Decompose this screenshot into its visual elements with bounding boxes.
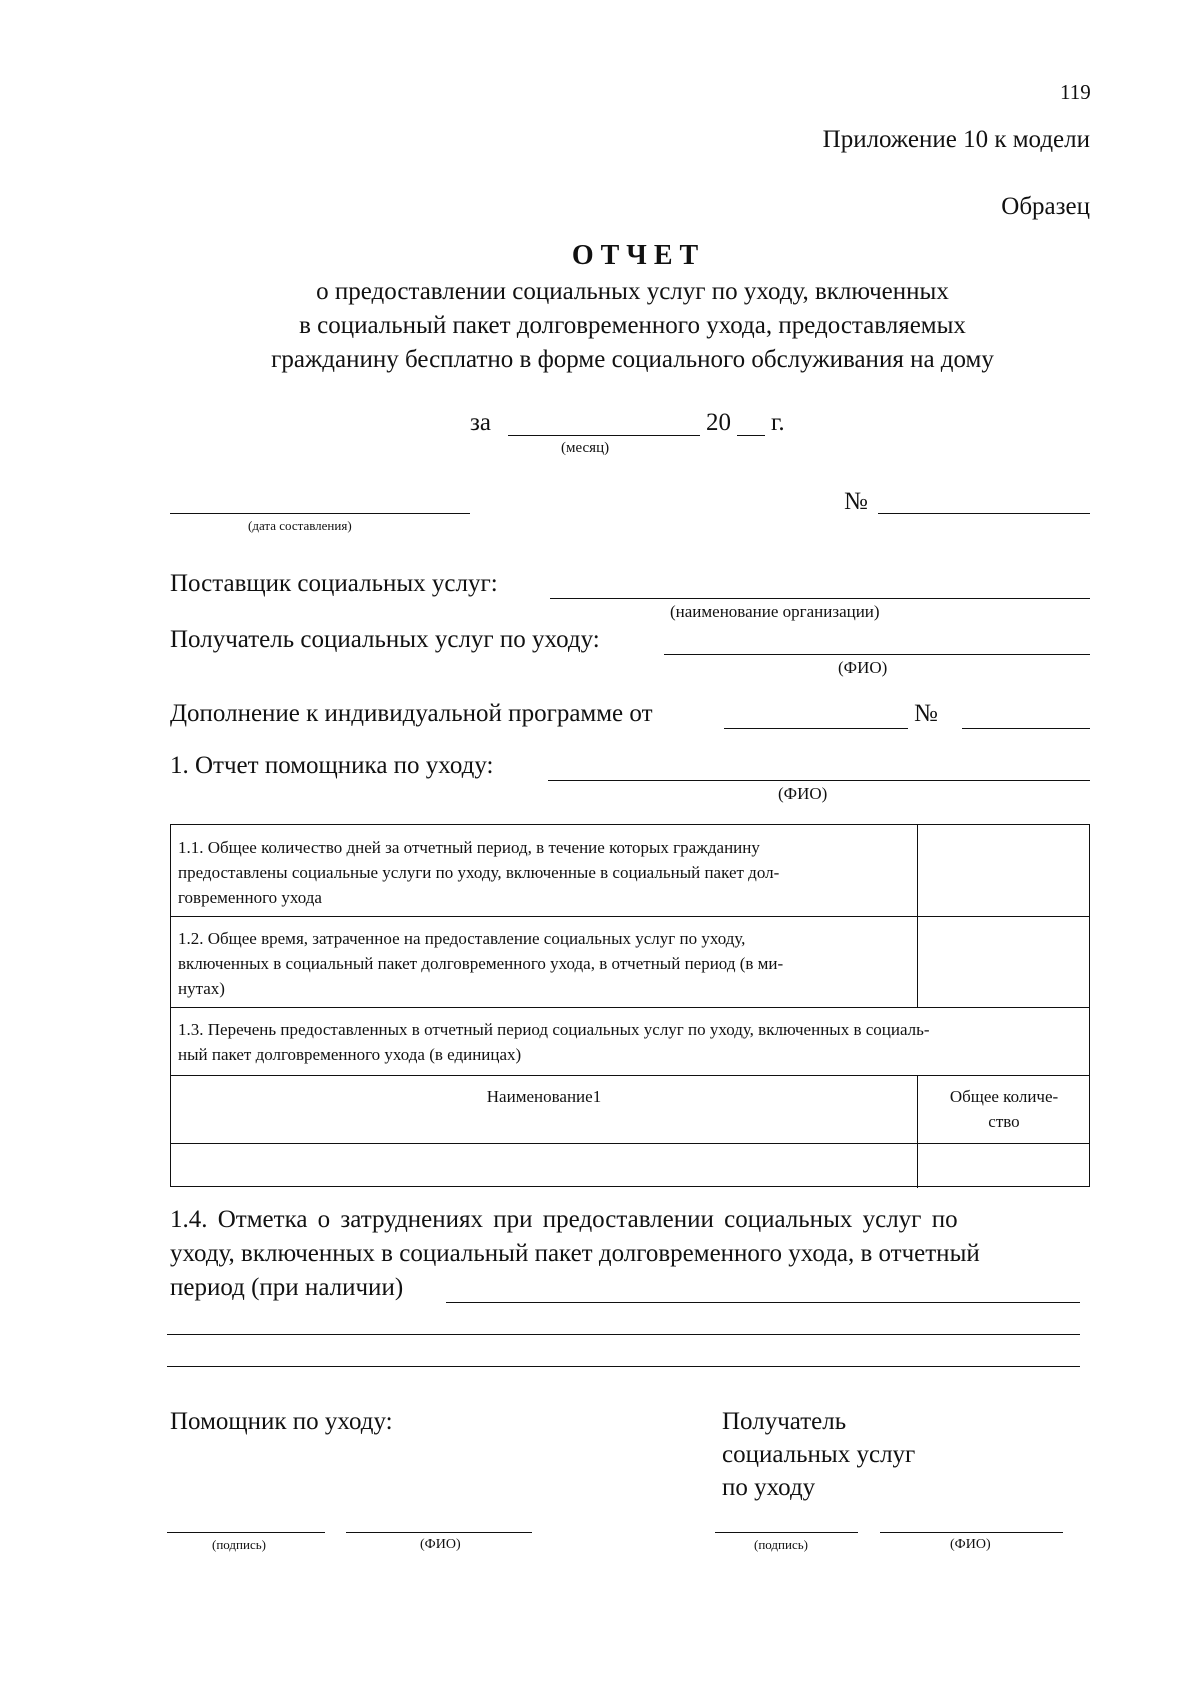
- provider-label: Поставщик социальных услуг:: [170, 570, 498, 597]
- number-sign: №: [844, 488, 868, 515]
- column-header-total-line: Общее количе-: [949, 1087, 1059, 1106]
- addition-label: Дополнение к индивидуальной программе от: [170, 700, 653, 727]
- column-header-name: Наименование1: [486, 1087, 602, 1106]
- assistant-report-label: 1. Отчет помощника по уходу:: [170, 752, 494, 779]
- difficulties-line-3: период (при наличии): [170, 1274, 404, 1301]
- month-caption: (месяц): [561, 440, 610, 456]
- addition-date-field[interactable]: [724, 728, 908, 729]
- row-1-1-value[interactable]: [919, 825, 1089, 915]
- subtitle-line-2: в социальный пакет долговременного ухода, предоставляемых: [299, 312, 966, 339]
- row-1-2-line: нутах): [178, 979, 225, 998]
- recipient-name-caption: (ФИО): [950, 1537, 991, 1552]
- month-field[interactable]: [508, 435, 700, 436]
- date-field[interactable]: [170, 513, 470, 514]
- recipient-caption: (ФИО): [838, 658, 888, 677]
- recipient-signature-label-3: по уходу: [722, 1474, 816, 1501]
- date-caption: (дата составления): [248, 518, 352, 533]
- recipient-signature-field[interactable]: [715, 1532, 858, 1533]
- document-title: О Т Ч Е Т: [571, 240, 699, 271]
- column-header-total: [919, 1084, 1089, 1134]
- difficulties-field-1[interactable]: [446, 1302, 1080, 1303]
- page-number: 119: [1060, 80, 1091, 104]
- table-col-divider: [917, 825, 918, 1007]
- provider-field[interactable]: [550, 598, 1090, 599]
- period-prefix: за: [470, 409, 491, 436]
- recipient-name-signature-field[interactable]: [880, 1532, 1063, 1533]
- table-row-divider: [171, 1075, 1089, 1076]
- table-row-divider: [171, 1143, 1089, 1144]
- difficulties-field-3[interactable]: [167, 1366, 1080, 1367]
- row-1-2-line: 1.2. Общее время, затраченное на предоставление социальных услуг по уходу,: [178, 929, 746, 948]
- service-name-cell[interactable]: [171, 1145, 916, 1187]
- row-1-1-line: предоставлены социальные услуги по уходу, включенные в социальный пакет дол-: [178, 863, 780, 882]
- assistant-name-field[interactable]: [548, 780, 1090, 781]
- row-1-3-text: [178, 1017, 1083, 1067]
- row-1-1-line: 1.1. Общее количество дней за отчетный период, в течение которых гражданину: [178, 838, 760, 857]
- subtitle-line-3: гражданину бесплатно в форме социального обслуживания на дому: [271, 346, 994, 373]
- column-header-total-line: ство: [988, 1112, 1020, 1131]
- assistant-name-signature-field[interactable]: [346, 1532, 532, 1533]
- difficulties-field-2[interactable]: [167, 1334, 1080, 1335]
- table-row-divider: [171, 1007, 1089, 1008]
- row-1-3-line: ный пакет долговременного ухода (в единицах): [178, 1045, 522, 1064]
- row-1-1-text: [178, 835, 913, 910]
- assistant-name-caption: (ФИО): [420, 1537, 461, 1552]
- row-1-2-line: включенных в социальный пакет долговременного ухода, в отчетный период (в ми-: [178, 954, 784, 973]
- recipient-label: Получатель социальных услуг по уходу:: [170, 626, 600, 653]
- row-1-2-text: [178, 926, 913, 1001]
- addition-number-sign: №: [914, 700, 938, 727]
- assistant-caption: (ФИО): [778, 784, 828, 803]
- row-1-2-value[interactable]: [919, 917, 1089, 1007]
- year-field[interactable]: [737, 435, 765, 436]
- sample-label: Образец: [1001, 193, 1090, 220]
- recipient-signature-caption: (подпись): [754, 1537, 808, 1552]
- addition-number-field[interactable]: [962, 728, 1090, 729]
- report-number-field[interactable]: [878, 513, 1090, 514]
- table-col-divider: [917, 1075, 918, 1188]
- service-total-cell[interactable]: [919, 1145, 1089, 1187]
- appendix-label: Приложение 10 к модели: [822, 126, 1090, 153]
- difficulties-line-2: уходу, включенных в социальный пакет долговременного ухода, в отчетный: [170, 1240, 980, 1267]
- recipient-signature-label-1: Получатель: [722, 1408, 847, 1435]
- recipient-signature-label-2: социальных услуг: [722, 1441, 916, 1468]
- recipient-field[interactable]: [664, 654, 1090, 655]
- row-1-3-line: 1.3. Перечень предоставленных в отчетный период социальных услуг по уходу, включенных в социаль-: [178, 1020, 930, 1039]
- assistant-signature-field[interactable]: [167, 1532, 325, 1533]
- period-suffix: г.: [771, 409, 785, 436]
- report-table: [170, 824, 1090, 1187]
- difficulties-line-1: 1.4. Отметка о затруднениях при предоставлении социальных услуг по: [170, 1206, 958, 1233]
- subtitle-line-1: о предоставлении социальных услуг по уходу, включенных: [316, 278, 949, 305]
- assistant-signature-caption: (подпись): [212, 1537, 266, 1552]
- period-year: 20: [706, 409, 731, 436]
- row-1-1-line: говременного ухода: [178, 888, 322, 907]
- provider-caption: (наименование организации): [670, 602, 880, 621]
- assistant-signature-label: Помощник по уходу:: [170, 1408, 393, 1435]
